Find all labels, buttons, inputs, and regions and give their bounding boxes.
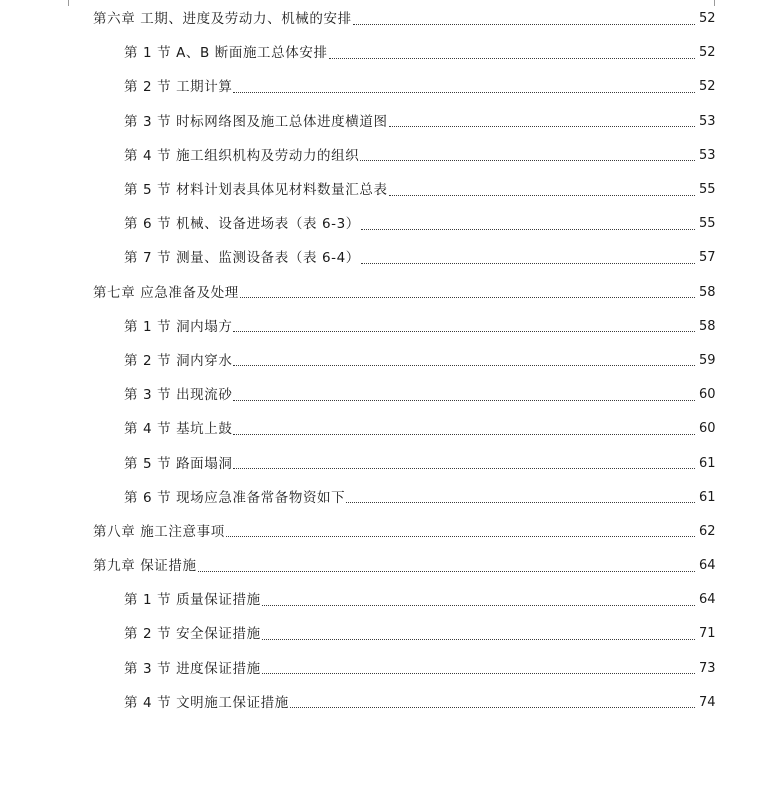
toc-page-number: 53 xyxy=(699,147,716,163)
toc-dot-leader xyxy=(240,296,695,298)
toc-dot-leader xyxy=(361,262,695,264)
toc-page-number: 58 xyxy=(699,318,716,334)
toc-entry-section[interactable] xyxy=(0,378,779,412)
toc-entry-title: 第 5 节 路面塌洞 xyxy=(124,455,233,472)
toc-entry-section[interactable] xyxy=(0,617,779,651)
toc-entry-title: 第 1 节 A、B 断面施工总体安排 xyxy=(124,45,328,62)
toc-page-number: 61 xyxy=(699,455,716,471)
toc-page-number: 55 xyxy=(699,216,716,232)
toc-entry-title: 第 6 节 现场应急准备常备物资如下 xyxy=(124,489,346,506)
toc-dot-leader xyxy=(329,57,695,59)
toc-dot-leader xyxy=(361,228,695,230)
toc-page-number: 59 xyxy=(699,352,716,368)
toc-page-number: 57 xyxy=(699,250,716,266)
toc-dot-leader xyxy=(389,194,695,196)
toc-entry-title: 第 2 节 工期计算 xyxy=(124,79,233,96)
toc-entry-title: 第 3 节 出现流砂 xyxy=(124,387,233,404)
table-of-contents xyxy=(0,2,779,720)
toc-entry-title: 第 7 节 测量、监测设备表（表 6-4） xyxy=(124,250,360,267)
toc-entry-title: 第八章 施工注意事项 xyxy=(93,523,225,540)
toc-entry-chapter-7[interactable] xyxy=(0,276,779,310)
toc-entry-title: 第 2 节 洞内穿水 xyxy=(124,352,233,369)
toc-page-number: 64 xyxy=(699,558,716,574)
toc-page-number: 71 xyxy=(699,626,716,642)
toc-entry-title: 第 2 节 安全保证措施 xyxy=(124,626,261,643)
toc-page-number: 74 xyxy=(699,694,716,710)
toc-page-number: 52 xyxy=(699,79,716,95)
toc-page-number: 53 xyxy=(699,113,716,129)
toc-entry-title: 第九章 保证措施 xyxy=(93,558,197,575)
toc-dot-leader xyxy=(233,467,695,469)
toc-entry-chapter-8[interactable] xyxy=(0,515,779,549)
toc-entry-section[interactable] xyxy=(0,173,779,207)
toc-entry-section[interactable] xyxy=(0,344,779,378)
toc-entry-chapter-6[interactable] xyxy=(0,2,779,36)
toc-page-number: 61 xyxy=(699,489,716,505)
toc-entry-section[interactable] xyxy=(0,139,779,173)
toc-entry-title: 第 4 节 文明施工保证措施 xyxy=(124,694,289,711)
toc-entry-title: 第七章 应急准备及处理 xyxy=(93,284,239,301)
toc-entry-chapter-9[interactable] xyxy=(0,549,779,583)
toc-page-number: 60 xyxy=(699,387,716,403)
toc-dot-leader xyxy=(346,501,695,503)
toc-dot-leader xyxy=(262,604,695,606)
toc-entry-section[interactable] xyxy=(0,583,779,617)
toc-entry-title: 第 4 节 基坑上鼓 xyxy=(124,421,233,438)
toc-entry-section[interactable] xyxy=(0,310,779,344)
toc-entry-title: 第 5 节 材料计划表具体见材料数量汇总表 xyxy=(124,182,388,199)
toc-page-number: 58 xyxy=(699,284,716,300)
toc-dot-leader xyxy=(360,159,695,161)
toc-entry-section[interactable] xyxy=(0,652,779,686)
toc-entry-section[interactable] xyxy=(0,412,779,446)
toc-entry-title: 第 4 节 施工组织机构及劳动力的组织 xyxy=(124,147,360,164)
toc-entry-section[interactable] xyxy=(0,36,779,70)
toc-entry-section[interactable] xyxy=(0,481,779,515)
toc-page-number: 62 xyxy=(699,523,716,539)
toc-dot-leader xyxy=(233,364,695,366)
toc-entry-section[interactable] xyxy=(0,70,779,104)
toc-page-number: 64 xyxy=(699,592,716,608)
toc-page-number: 60 xyxy=(699,421,716,437)
toc-entry-section[interactable] xyxy=(0,686,779,720)
toc-dot-leader xyxy=(233,399,695,401)
toc-page-number: 52 xyxy=(699,11,716,27)
toc-entry-title: 第 1 节 洞内塌方 xyxy=(124,318,233,335)
toc-dot-leader xyxy=(290,706,695,708)
toc-entry-title: 第 6 节 机械、设备进场表（表 6-3） xyxy=(124,216,360,233)
toc-entry-title: 第六章 工期、进度及劳动力、机械的安排 xyxy=(93,11,352,28)
toc-dot-leader xyxy=(226,535,695,537)
toc-entry-section[interactable] xyxy=(0,241,779,275)
toc-entry-section[interactable] xyxy=(0,207,779,241)
toc-dot-leader xyxy=(262,638,695,640)
toc-dot-leader xyxy=(233,330,695,332)
toc-dot-leader xyxy=(233,433,695,435)
toc-dot-leader xyxy=(353,23,695,25)
toc-dot-leader xyxy=(389,125,695,127)
toc-entry-title: 第 3 节 进度保证措施 xyxy=(124,660,261,677)
toc-dot-leader xyxy=(233,91,695,93)
toc-entry-title: 第 1 节 质量保证措施 xyxy=(124,592,261,609)
toc-dot-leader xyxy=(198,570,695,572)
toc-page-number: 55 xyxy=(699,182,716,198)
toc-page-number: 73 xyxy=(699,660,716,676)
toc-entry-section[interactable] xyxy=(0,446,779,480)
toc-page-number: 52 xyxy=(699,45,716,61)
toc-dot-leader xyxy=(262,672,695,674)
toc-entry-title: 第 3 节 时标网络图及施工总体进度横道图 xyxy=(124,113,388,130)
toc-entry-section[interactable] xyxy=(0,105,779,139)
